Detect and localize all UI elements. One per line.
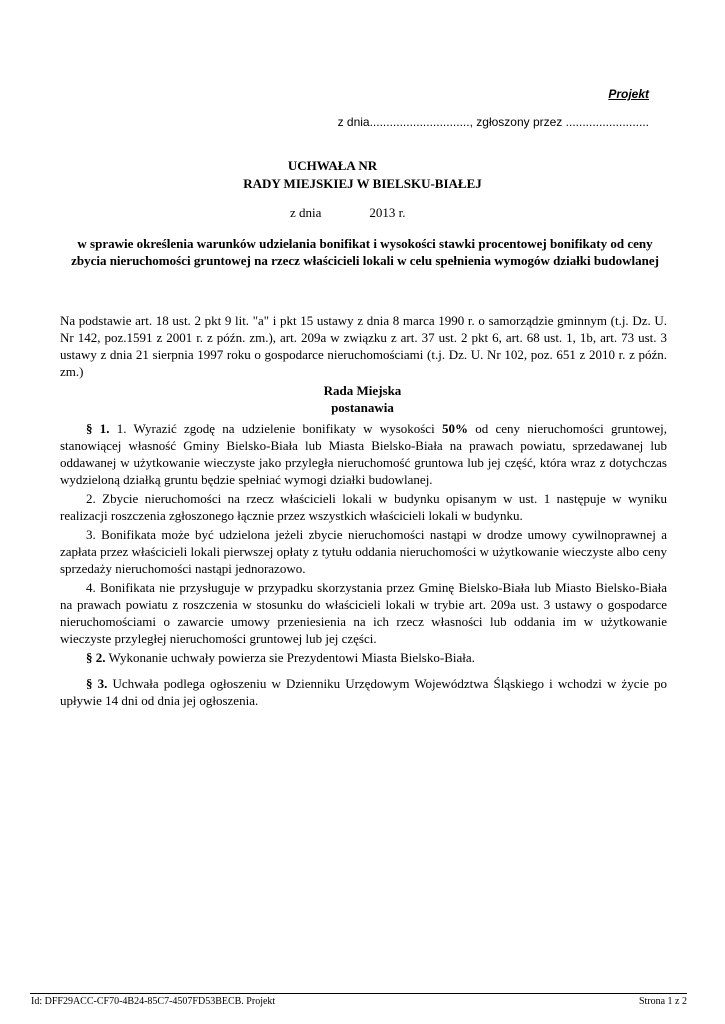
date-label: z dnia [290, 205, 322, 220]
page-number: Strona 1 z 2 [638, 996, 687, 1007]
paragraph-text: 1. Wyrazić zgodę na udzielenie bonifikaty w wysokości [109, 421, 442, 436]
section-mark: § 3. [86, 676, 108, 691]
paragraph-text: Uchwała podlega ogłoszeniu w Dzienniku Urzędowym Województwa Śląskiego i wchodzi w życie po upływie 14 dni od dnia jej ogłoszenia. [60, 676, 667, 708]
resolution-year: 2013 r. [369, 205, 406, 220]
paragraph-text: Wykonanie uchwały powierza sie Prezydentowi Miasta Bielsko-Biała. [105, 650, 475, 665]
resolves-heading: postanawia [331, 400, 394, 415]
projekt-label: Projekt [608, 87, 649, 101]
section-mark: § 1. [86, 421, 110, 436]
document-id: Id: DFF29ACC-CF70-4B24-85C7-4507FD53BECB. Projekt [31, 996, 276, 1007]
submission-date-line: z dnia.............................., zgłoszony przez ......................... [337, 115, 649, 129]
section-3 [60, 675, 667, 709]
section-2 [60, 649, 667, 666]
council-heading: Rada Miejska [323, 383, 402, 398]
resolution-subject: w sprawie określenia warunków udzielania bonifikat i wysokości stawki procentowej bonifikaty od ceny zbycia nieruchomości gruntowej na rzecz właścicieli lokali w celu spełnienia wymogów działki budowlanej [71, 236, 659, 268]
council-name: RADY MIEJSKIEJ W BIELSKU-BIAŁEJ [243, 176, 482, 191]
section-mark: § 2. [86, 650, 106, 665]
section-1-paragraph-4: 4. Bonifikata nie przysługuje w przypadku skorzystania przez Gminę Bielsko-Biała lub Miasto Bielsko-Biała na prawach powiatu z roszczenia w stosunku do właścicieli lokali w trybie art. 209a ust. 3 ustawy o gospodarce nieruchomościami o zawarcie umowy przeniesienia na ich rzecz własności lub oddania im w użytkowanie wieczyste przyległej nieruchomości gruntowej lub jej części. [60, 580, 667, 646]
section-1-paragraph-3: 3. Bonifikata może być udzielona jeżeli zbycie nieruchomości nastąpi w drodze umowy cywilnoprawnej a zapłata przez właścicieli lokali pierwszej opłaty z tytułu oddania nieruchomości w użytkowanie wieczyste albo ceny sprzedaży nieruchomości nastąpi jednorazowo. [60, 527, 667, 576]
section-1-paragraph-2: 2. Zbycie nieruchomości na rzecz właścicieli lokali w budynku opisanym w ust. 1 następuje w wyniku realizacji roszczenia zgłoszonego łącznie przez wszystkich właścicieli lokali w budynku. [60, 491, 667, 523]
paragraph-text: od ceny nieruchomości gruntowej, stanowiącej własność Gminy Bielsko-Biała lub Miasta Bielsko-Biała na prawach powiatu, sprzedawanej lub oddawanej w użytkowanie wieczyste jako przyległa nieruchomość gruntowa lub jej część, która wraz z dotychczas wydzieloną działką gruntu będzie spełniać wymogi działki budowlanej. [60, 421, 667, 487]
legal-basis: Na podstawie art. 18 ust. 2 pkt 9 lit. "a" i pkt 15 ustawy z dnia 8 marca 1990 r. o samorządzie gminnym (t.j. Dz. U. Nr 142, poz.1591 z 2001 r. z późn. zm.), art. 209a w związku z art. 37 ust. 2 pkt 6, art. 68 ust. 1, 1b, art. 73 ust. 3 ustawy z dnia 21 sierpnia 1997 roku o gospodarce nieruchomościami (t.j. Dz. U. Nr 102, poz. 651 z 2010 r. z późn. zm.) [60, 313, 667, 379]
footer-divider [30, 993, 687, 994]
section-1-paragraph-1 [60, 420, 667, 488]
discount-percent: 50% [441, 421, 468, 436]
resolution-date [290, 205, 406, 221]
resolution-number: UCHWAŁA NR [287, 158, 378, 173]
